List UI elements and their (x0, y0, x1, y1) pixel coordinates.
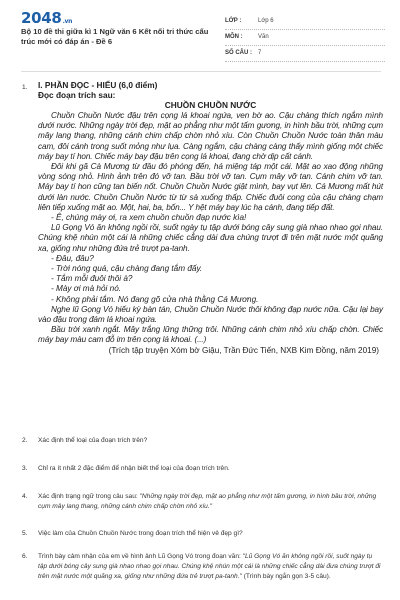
question-tail: (Trình bày ngắn gọn 3-5 câu). (241, 573, 331, 580)
story-source: (Trích tập truyện Xóm bờ Giậu, Trần Đức Tiến, NXB Kim Đồng, năm 2019) (108, 345, 379, 355)
meta-label: SỐ CÂU : (225, 50, 252, 56)
dialogue-line: - Tắm mỗi đuôi thôi à? (51, 274, 133, 284)
meta-box (225, 14, 385, 62)
meta-value: 7 (258, 50, 262, 56)
question-3 (38, 464, 383, 474)
question-number: 6. (22, 553, 28, 560)
site-logo[interactable] (21, 9, 72, 27)
meta-value: Lớp 6 (258, 18, 274, 24)
logo-suffix: .vn (62, 18, 73, 25)
question-number: 5. (22, 530, 28, 537)
question-4 (38, 492, 383, 512)
question-text: Xác định thể loại của đoạn trích trên? (38, 437, 148, 444)
question-number: 2. (22, 437, 28, 444)
section-title: I. PHẦN ĐỌC - HIỂU (6,0 điểm) (38, 80, 158, 90)
document-title: Bộ 10 đề thi giữa kì 1 Ngữ văn 6 Kết nối tri thức cấu trúc mới có đáp án - Đề 6 (21, 27, 209, 46)
story-paragraph: Chuồn Chuồn Nước đậu trên cọng lá khoai ngứa, ven bờ ao. Cậu chàng thích ngắm mình dưới nước. Những ngày trời đẹp, mặt ao phẳng như một tấm gương, in hình bầu trời, những cụm mây lang thang, những cánh chim chấp chờn nhỏ xíu. Còn Chuồn Chuồn Nước toàn thân màu cam, đôi cánh trong suốt mỏng như lụa. Càng ngắm, cậu chàng càng thấy mình giống một chiếc máy bay tí hon. Chiếc máy bay đậu trên cọng lá khoai, đang chờ dịp cất cánh. (38, 111, 383, 161)
question-1 (38, 80, 383, 356)
question-2 (38, 436, 383, 446)
logo-text: 2048 (21, 9, 62, 27)
question-text: Xác định trạng ngữ trong câu sau: (38, 493, 140, 500)
question-quote: "Lũ Gọng Vó ăn không ngồi rồi, suốt ngày tụ tập dưới bóng cây sung già nhao nhao gọi nhau. Chúng khệ nhún một cái là những chiếc cẳng dài đưa chúng trượt đi trên mặt nước một quãng xa, giống như những đứa trẻ trượt pa-tanh." (38, 553, 381, 580)
question-text: Trình bày cảm nhận của em về hình ảnh Lũ Gọng Vó trong đoạn văn: (38, 553, 243, 560)
meta-label: MÔN : (225, 34, 243, 40)
meta-row-class (225, 14, 385, 30)
dialogue-line: - Không phải tắm. Nó đang gõ cửa nhà thằng Cá Mương. (51, 294, 259, 304)
question-number: 3. (22, 465, 28, 472)
dialogue-line: - Mày ơi mà hỏi nó. (51, 284, 122, 294)
story-paragraph: Lũ Gọng Vó ăn không ngồi rồi, suốt ngày tụ tập dưới bóng cây sung già nhao nhao gọi nhau. Chúng khệ nhún một cái là những chiếc cẳng dài đưa chúng trượt đi trên mặt nước một quãng xa, giống như những đứa trẻ trượt pa-tanh. (38, 223, 383, 253)
question-number: 1. (22, 84, 28, 91)
question-6 (38, 552, 383, 582)
question-5 (38, 529, 383, 539)
instruction: Đọc đoạn trích sau: (38, 90, 116, 100)
dialogue-line: - Trời nóng quá, cậu chàng đang tắm đấy. (51, 264, 203, 274)
question-number: 4. (22, 493, 28, 500)
story-paragraph: Đôi khi gã Cà Mương từ đâu đó phóng đến, há miệng táp một cái. Mặt ao xao động những vòng sóng nhỏ. Hình ảnh trên đó vỡ tan. Bầu trời vỡ tan. Cụm mây vỡ tan. Cánh chim vỡ tan. Máy bay tí hon cũng tan biến nốt. Chuồn Chuồn Nước giật mình, bay vụt lên. Cá Mương mất hút dưới làn nước. Chuồn Chuồn Nước từ từ sà xuống thấp. Chiếc đuôi cong của cậu chàng chạm liên tiếp xuống mặt ao. Một, hai, ba, bốn... Y hệt máy bay lúc hạ cánh, đang tiếp đất. (38, 162, 383, 212)
story-title: CHUỒN CHUỒN NƯỚC (164, 100, 257, 110)
meta-row-subject (225, 30, 385, 46)
dialogue-line: - Đâu, đâu? (51, 253, 94, 263)
meta-label: LỚP : (225, 18, 242, 24)
question-quote: "Những ngày trời đẹp, mặt ao phẳng như một tấm gương, in hình bầu trời, những cụm mây lang thang, những cánh chim chấp chờn nhỏ xíu." (38, 493, 377, 510)
story-paragraph: Bầu trời xanh ngắt. Mây trắng lững thững trôi. Những cánh chim nhỏ xíu chấp chờn. Chiếc máy bay màu cam đỗ im trên cọng lá khoai. (...) (38, 325, 383, 345)
question-text: Việc làm của Chuồn Chuồn Nước trong đoạn trích thể hiện vẻ đẹp gì? (38, 530, 243, 537)
story-paragraph: Nghe lũ Gọng Vó hiếu kỳ bàn tán, Chuồn Chuồn Nước thôi không đạp nước nữa. Cậu lại bay vào đậu trong đám lá khoai ngứa. (38, 304, 383, 325)
header-divider (21, 71, 381, 72)
meta-value: Văn (258, 34, 269, 40)
dialogue-line: - Ê, chúng mày ơi, ra xem chuồn chuồn đạp nước kìa! (51, 213, 247, 223)
question-text: Chỉ ra ít nhất 2 đặc điểm để nhận biết thể loại của đoạn trích trên. (38, 465, 230, 472)
page-header (0, 0, 400, 66)
meta-row-count (225, 46, 385, 62)
